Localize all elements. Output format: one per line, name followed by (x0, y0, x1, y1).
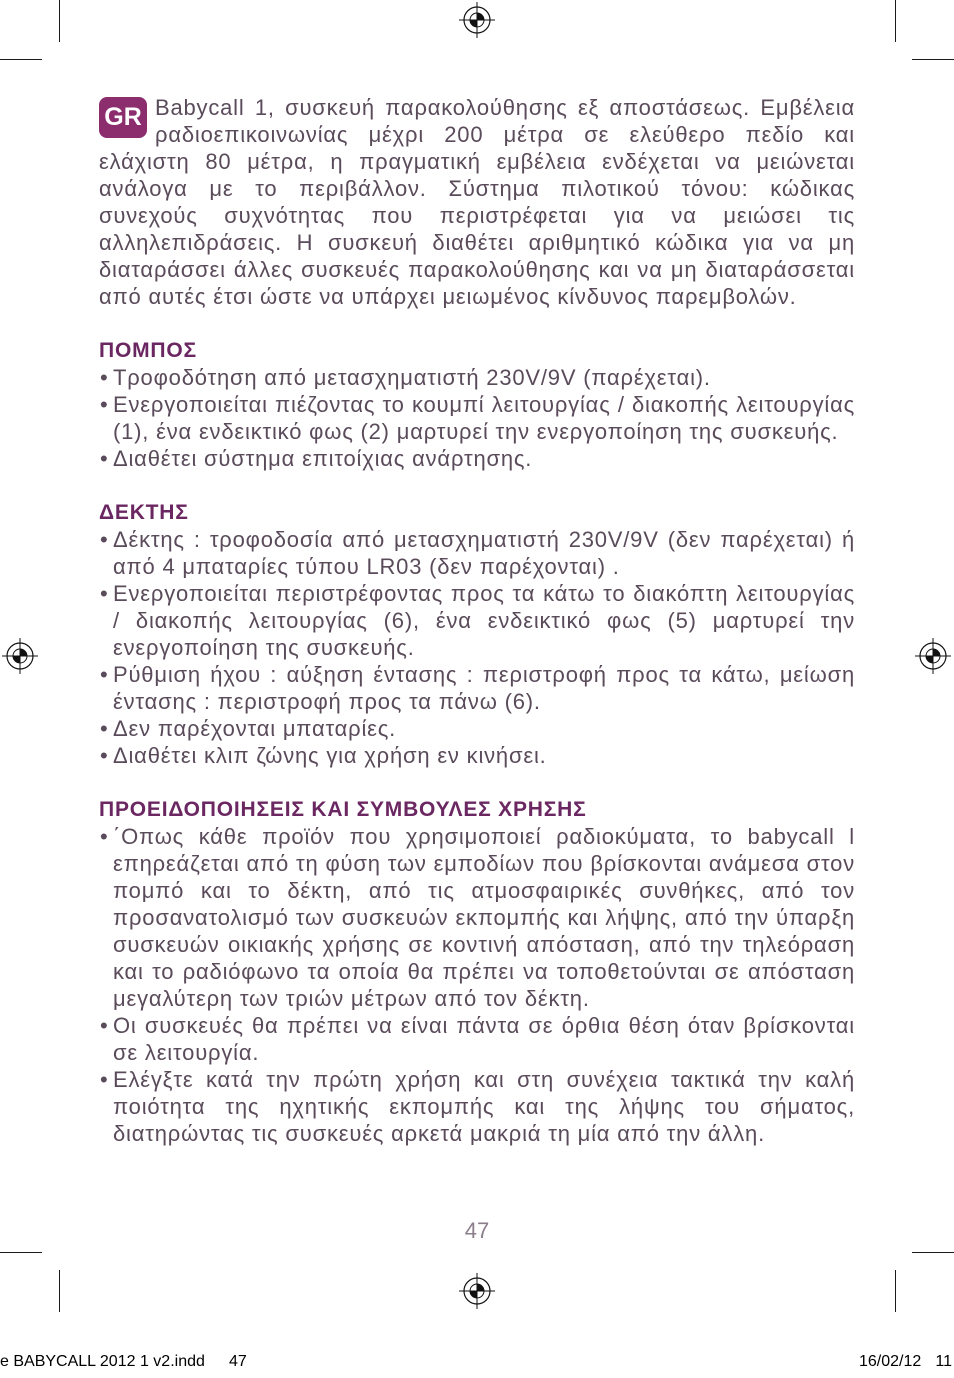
section-heading: ΔΕΚΤΗΣ (99, 501, 189, 524)
intro-paragraph (99, 94, 855, 310)
crop-mark (0, 1252, 42, 1253)
slug-filename: e BABYCALL 2012 1 v2.indd (0, 1353, 205, 1370)
section-heading: ΠΡΟΕΙΔΟΠΟΙΗΣΕΙΣ ΚΑΙ ΣΥΜΒΟΥΛΕΣ ΧΡΗΣΗΣ (99, 798, 587, 821)
bullet-item: • Ελέγξτε κατά την πρώτη χρήση και στη συνέχεια τακτικά την καλή ποιότητα της ηχητικής εκπομπής και της λήψης του σήματος, διατηρώντας τις συσκευές αρκετά μακριά τη μία από την άλλη. (99, 1066, 855, 1147)
crop-mark (0, 59, 42, 60)
bullet-list (99, 364, 855, 472)
registration-mark (1, 637, 39, 675)
bullet-item: • Ρύθμιση ήχου : αύξηση έντασης : περιστροφή προς τα κάτω, μείωση έντασης : περιστροφή προς τα πάνω (6). (99, 661, 855, 715)
bullet-item: • Τροφοδότηση από μετασχηματιστή 230V/9V (παρέχεται). (99, 364, 855, 391)
page-number: 47 (464, 1218, 490, 1243)
crop-mark (59, 0, 60, 42)
section-warnings (99, 796, 855, 1147)
crop-mark (912, 1252, 954, 1253)
registration-mark (458, 1272, 496, 1310)
section-heading: ΠΟΜΠΟΣ (99, 339, 197, 362)
bullet-item: • Οι συσκευές θα πρέπει να είναι πάντα σε όρθια θέση όταν βρίσκονται σε λειτουργία. (99, 1012, 855, 1066)
intro-text: Babycall 1, συσκευή παρακολούθησης εξ αποστάσεως. Εμβέλεια ραδιοεπικοινωνίας μέχρι 200 μέτρα σε ελεύθερο πεδίο και ελάχιστη 80 μέτρα, η πραγματική εμβέλεια ενδέχεται να μειώνεται ανάλογα με το περιβάλλον. Σύστημα πιλοτικού τόνου: κώδικας συνεχούς συχνότητας που περιστρέφεται για να μειώσει τις αλληλεπιδράσεις. Η συσκευή διαθέτει αριθμητικό κώδικα για να μη διαταράσσει άλλες συσκευές παρακολούθησης και να μη διαταράσσεται από αυτές έτσι ώστε να υπάρχει μειωμένος κίνδυνος παρεμβολών. (99, 95, 855, 309)
crop-mark (912, 59, 954, 60)
bullet-item: • Διαθέτει σύστημα επιτοίχιας ανάρτησης. (99, 445, 855, 472)
language-badge: GR (99, 97, 147, 138)
registration-mark (914, 637, 952, 675)
bullet-item: • ΄Οπως κάθε προϊόν που χρησιμοποιεί ραδιοκύματα, το babycall l επηρεάζεται από τη φύση των εμποδίων που βρίσκονται ανάμεσα στον πομπό και το δέκτη, από τις ατμοσφαιρικές συνθήκες, από τον προσανατολισμό των συσκευών εκπομπής και λήψης, από την ύπαρξη συσκευών οικιακής χρήσης σε κοντινή απόσταση, από την τηλεόραση και το ραδιόφωνο τα οποία θα πρέπει να τοποθετούνται σε απόσταση μεγαλύτερη των τριών μέτρων από τον δέκτη. (99, 823, 855, 1012)
section-transmitter (99, 337, 855, 472)
section-receiver (99, 499, 855, 769)
crop-mark (895, 0, 896, 42)
crop-mark (895, 1270, 896, 1312)
text-column (99, 94, 855, 1147)
registration-mark (458, 1, 496, 39)
bullet-list (99, 823, 855, 1147)
bullet-item: • Διαθέτει κλιπ ζώνης για χρήση εν κινήσει. (99, 742, 855, 769)
bullet-item: • Ενεργοποιείται περιστρέφοντας προς τα κάτω το διακόπτη λειτουργίας / διακοπής λειτουργίας (6), ένα ενδεικτικό φως (5) μαρτυρεί την ενεργοποίηση της συσκευής. (99, 580, 855, 661)
bullet-item: • Δέκτης : τροφοδοσία από μετασχηματιστή 230V/9V (δεν παρέχεται) ή από 4 μπαταρίες τύπου LR03 (δεν παρέχονται) . (99, 526, 855, 580)
bullet-item: • Δεν παρέχονται μπαταρίες. (99, 715, 855, 742)
slug-time: 11 (935, 1353, 952, 1370)
slug-date: 16/02/12 (859, 1353, 922, 1370)
slug-page: 47 (229, 1353, 247, 1370)
bullet-item: • Ενεργοποιείται πιέζοντας το κουμπί λειτουργίας / διακοπής λειτουργίας (1), ένα ενδεικτικό φως (2) μαρτυρεί την ενεργοποίηση της συσκευής. (99, 391, 855, 445)
crop-mark (59, 1270, 60, 1312)
bullet-list (99, 526, 855, 769)
